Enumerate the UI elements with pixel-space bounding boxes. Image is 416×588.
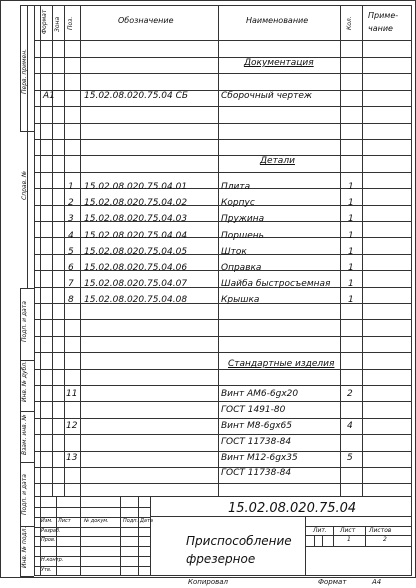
tb-sheets: Листов bbox=[369, 527, 392, 534]
section-documentation: Документация bbox=[244, 58, 314, 68]
row-pos: 7 bbox=[68, 279, 74, 289]
header-note-2: чание bbox=[368, 24, 393, 33]
row-pos: 4 bbox=[68, 231, 74, 241]
tb-col-doc: № докум. bbox=[84, 518, 109, 524]
tb-col-sign: Подп. bbox=[123, 518, 139, 524]
row-name: Шайба быстросъемная bbox=[221, 279, 331, 289]
row-pos: 13 bbox=[66, 453, 78, 463]
header-name: Наименование bbox=[246, 16, 309, 25]
tb-document-code: 15.02.08.020.75.04 bbox=[228, 501, 357, 516]
tb-title-line-1: Приспособление bbox=[186, 534, 292, 548]
row-name: Корпус bbox=[221, 198, 255, 208]
row-qty: 1 bbox=[348, 295, 354, 305]
header-qty: Кол. bbox=[346, 16, 353, 30]
header-designation: Обозначение bbox=[118, 16, 174, 25]
footer-format-value: А4 bbox=[372, 578, 382, 586]
row-qty: 1 bbox=[348, 198, 354, 208]
row-pos: 12 bbox=[66, 421, 78, 431]
row-designation: 15.02.08.020.75.04.08 bbox=[84, 295, 188, 305]
row-qty: 1 bbox=[348, 247, 354, 257]
row-pos: 5 bbox=[68, 247, 74, 257]
tb-sheets-val: 2 bbox=[383, 536, 387, 543]
row-designation: 15.02.08.020.75.04 СБ bbox=[84, 91, 189, 101]
header-format: Формат bbox=[41, 9, 48, 34]
row-designation: 15.02.08.020.75.04.01 bbox=[84, 182, 188, 192]
margin-label-replace-inv: Взам. инв. № bbox=[21, 414, 28, 455]
tb-utv: Утв. bbox=[41, 567, 52, 573]
tb-col-date: Дата bbox=[140, 518, 153, 524]
section-parts: Детали bbox=[260, 156, 295, 166]
row-name: Шток bbox=[221, 247, 247, 257]
row-name: Пружина bbox=[221, 214, 265, 224]
margin-label-ref-no: Справ. № bbox=[21, 170, 28, 200]
tb-col-list: Лист bbox=[58, 518, 71, 524]
margin-label-sign-date-2: Подп. и дата bbox=[21, 474, 28, 515]
row-name: Винт М12-6gх35 bbox=[221, 453, 298, 463]
row-name: Винт М8-6gх65 bbox=[221, 421, 292, 431]
row-pos: 1 bbox=[68, 182, 74, 192]
row-qty: 1 bbox=[348, 263, 354, 273]
margin-label-first-use: Перв. примен. bbox=[21, 48, 28, 94]
row-name-standard: ГОСТ 11738-84 bbox=[221, 468, 292, 478]
row-qty: 5 bbox=[347, 453, 353, 463]
row-designation: 15.02.08.020.75.04.04 bbox=[84, 231, 188, 241]
tb-razrab: Разраб. bbox=[41, 528, 61, 534]
row-designation: 15.02.08.020.75.04.03 bbox=[84, 214, 188, 224]
row-designation: 15.02.08.020.75.04.07 bbox=[84, 279, 188, 289]
row-qty: 2 bbox=[347, 389, 353, 399]
header-zone: Зона bbox=[54, 16, 61, 32]
row-designation: 15.02.08.020.75.04.02 bbox=[84, 198, 188, 208]
row-qty: 1 bbox=[348, 279, 354, 289]
tb-lit: Лит. bbox=[313, 527, 327, 534]
row-designation: 15.02.08.020.75.04.05 bbox=[84, 247, 188, 257]
row-name: Сборочный чертеж bbox=[221, 91, 313, 101]
tb-sheet: Лист bbox=[340, 527, 356, 534]
row-pos: 2 bbox=[68, 198, 74, 208]
tb-title-line-2: фрезерное bbox=[186, 552, 256, 566]
footer-copied: Копировал bbox=[188, 578, 228, 586]
tb-prov: Пров. bbox=[41, 537, 56, 543]
row-pos: 8 bbox=[68, 295, 74, 305]
footer-format: Формат bbox=[318, 578, 347, 586]
row-pos: 6 bbox=[68, 263, 74, 273]
row-qty: 1 bbox=[348, 182, 354, 192]
section-standard-items: Стандартные изделия bbox=[228, 359, 335, 369]
row-name: Плита bbox=[221, 182, 251, 192]
tb-nkontr: Н.контр. bbox=[41, 557, 64, 563]
header-pos: Поз. bbox=[67, 16, 74, 30]
row-pos: 11 bbox=[66, 389, 78, 399]
row-designation: 15.02.08.020.75.04.06 bbox=[84, 263, 188, 273]
row-format: А1 bbox=[43, 91, 55, 101]
margin-label-inv-orig: Инв. № подл. bbox=[21, 526, 28, 568]
row-name: Поршень bbox=[221, 231, 264, 241]
row-qty: 1 bbox=[348, 214, 354, 224]
row-name: Винт АМ6-6gх20 bbox=[221, 389, 299, 399]
tb-col-izm: Изм. bbox=[41, 518, 53, 524]
margin-label-sign-date-1: Подп. и дата bbox=[21, 301, 28, 342]
row-name-standard: ГОСТ 1491-80 bbox=[221, 405, 286, 415]
header-note-1: Приме- bbox=[368, 11, 399, 20]
margin-label-inv-dup: Инв. № дубл. bbox=[21, 360, 28, 402]
row-name: Оправка bbox=[221, 263, 262, 273]
row-pos: 3 bbox=[68, 214, 74, 224]
row-name-standard: ГОСТ 11738-84 bbox=[221, 437, 292, 447]
row-qty: 4 bbox=[347, 421, 353, 431]
tb-sheet-val: 1 bbox=[347, 536, 351, 543]
row-qty: 1 bbox=[348, 231, 354, 241]
row-name: Крышка bbox=[221, 295, 260, 305]
